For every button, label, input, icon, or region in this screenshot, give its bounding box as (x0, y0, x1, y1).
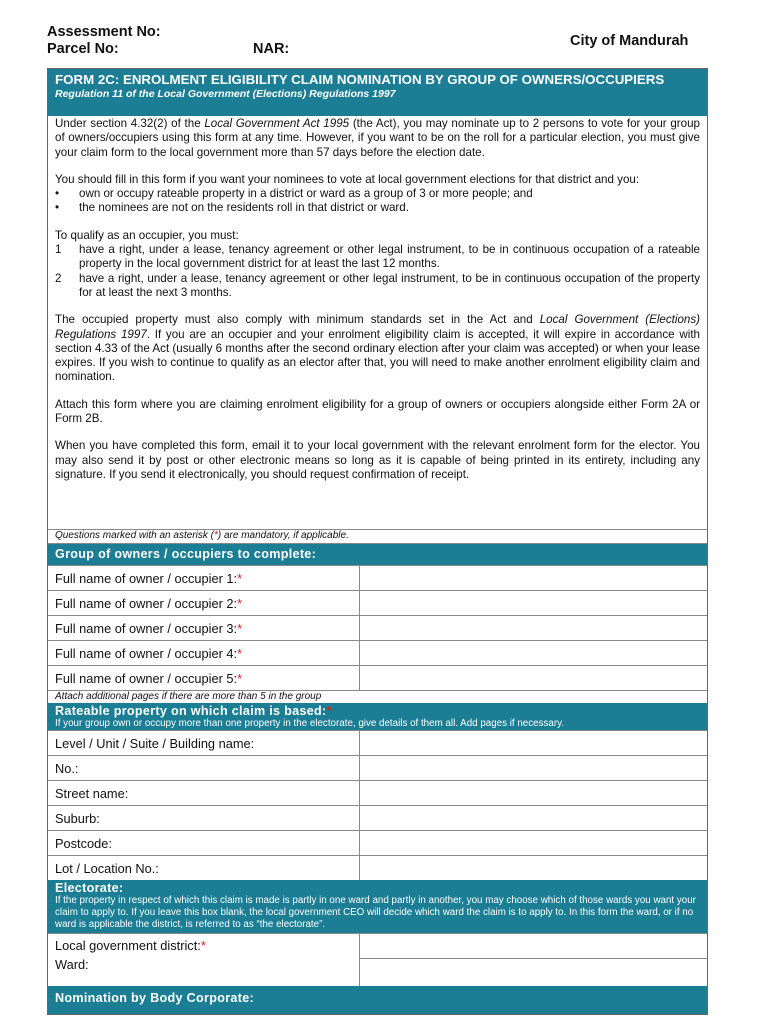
lot-no-field[interactable] (360, 856, 707, 880)
assessment-no-label: Assessment No: (47, 24, 161, 40)
intro-paragraph-5: Attach this form where you are claiming enrolment eligibility for a group of owners or occupiers alongside either Form 2A or Form 2B. (55, 397, 700, 426)
intro-paragraph-6: When you have completed this form, email it to your local government with the relevant enrolment form for the elector. You may also send it by post or other electronic means so long as it is capable of being printed in its entirety, including any signature. If you send it electronically, you should request confirmation of receipt. (55, 439, 700, 481)
group-member-row: Full name of owner / occupier 2: * (48, 590, 707, 615)
body-corporate-section-header: Nomination by Body Corporate: (48, 986, 707, 1014)
property-row: Lot / Location No.: (48, 855, 707, 880)
ward-label: Ward: (55, 957, 89, 972)
property-section-header: Rateable property on which claim is based:* If your group own or occupy more than one property in the electorate, give details of them all. Add pages if necessary. (48, 703, 707, 730)
district-label: Local government district: (55, 938, 201, 953)
nar-label: NAR: (253, 41, 290, 57)
intro-paragraph-4: The occupied property must also comply with minimum standards set in the Act and Local Government (Elections) Regulations 1997. If you are an occupier and your enrolment eligibility claim is accepted, it will expire in accordance with section 4.33 of the Act (usually 6 months after the second ordinary election after your claim was accepted) or when your lease expires. If you wish to continue to qualify as an elector after that, you will need to make another enrolment eligibility claim and nomination. (55, 313, 701, 384)
electorate-section-header: Electorate: If the property in respect of which this claim is made is partly in one ward and partly in another, you may choose which of those wards you want your claim to apply to. If you leave this box blank, the local government CEO will decide which ward the claim is to apply to. In this form the ward, or if no ward is applicable the district, is referred to as “the electorate”. (48, 880, 707, 933)
group-section-header: Group of owners / occupiers to complete: (48, 544, 707, 565)
property-row: Suburb: (48, 805, 707, 830)
form-title: FORM 2C: ENROLMENT ELIGIBILITY CLAIM NOMINATION BY GROUP OF OWNERS/OCCUPIERS (55, 72, 665, 87)
intro-text (48, 116, 707, 529)
intro-paragraph-1: Under section 4.32(2) of the Local Government Act 1995 (the Act), you may nominate up to 2 persons to vote for your group of owners/occupiers using this form at any time. However, if you want to be on the roll for a particular election, you must give your claim form to the local government more than 57 days before the election date. (55, 117, 701, 159)
building-name-field[interactable] (360, 731, 707, 755)
owner-2-name-field[interactable] (360, 591, 707, 615)
list-item: 1 have a right, under a lease, tenancy agreement or other legal instrument, to be in continuous occupation of a rateable property in the local government district for at least the last 12 months. (55, 243, 700, 271)
additional-pages-note: Attach additional pages if there are more than 5 in the group (48, 690, 707, 703)
group-member-row: Full name of owner / occupier 1: * (48, 565, 707, 590)
postcode-field[interactable] (360, 831, 707, 855)
list-item: 2 have a right, under a lease, tenancy agreement or other legal instrument, to be in continuous occupation of the property for at least the next 3 months. (55, 271, 700, 299)
mandatory-note: Questions marked with an asterisk (*) are mandatory, if applicable. (48, 529, 707, 544)
parcel-no-label: Parcel No: (47, 41, 119, 57)
group-member-row: Full name of owner / occupier 4: * (48, 640, 707, 665)
suburb-field[interactable] (360, 806, 707, 830)
street-name-field[interactable] (360, 781, 707, 805)
electorate-row: Local government district:* Ward: (48, 933, 707, 986)
owner-3-name-field[interactable] (360, 616, 707, 640)
form-title-bar (48, 69, 707, 116)
owner-5-name-field[interactable] (360, 666, 707, 690)
district-field[interactable] (360, 934, 707, 959)
street-no-field[interactable] (360, 756, 707, 780)
list-item: • the nominees are not on the residents roll in that district or ward. (55, 201, 409, 215)
form-regulation: Regulation 11 of the Local Government (Elections) Regulations 1997 (55, 88, 396, 100)
owner-4-name-field[interactable] (360, 641, 707, 665)
group-member-row: Full name of owner / occupier 3: * (48, 615, 707, 640)
owner-1-name-field[interactable] (360, 566, 707, 590)
property-row: No.: (48, 755, 707, 780)
list-item: • own or occupy rateable property in a district or ward as a group of 3 or more people; and (55, 187, 533, 201)
group-member-row: Full name of owner / occupier 5: * (48, 665, 707, 690)
property-row: Street name: (48, 780, 707, 805)
property-row: Level / Unit / Suite / Building name: (48, 730, 707, 755)
intro-paragraph-3: To qualify as an occupier, you must: 1 have a right, under a lease, tenancy agreement or other legal instrument, to be in continuous occupation of a rateable property in the local government district for at least the last 12 months. 2 have a right, under a lease, tenancy agreement or other legal instrument, to be in continuous occupation of the property for at least the next 3 months. (55, 228, 700, 299)
enrolment-form (47, 68, 708, 1015)
property-row: Postcode: (48, 830, 707, 855)
ward-field[interactable] (360, 959, 707, 986)
intro-paragraph-2: You should fill in this form if you want your nominees to vote at local government elections for that district and you: • own or occupy rateable property in a district or ward as a group of 3 or more people; and • the nominees are not on the residents roll in that district or ward. (55, 173, 700, 216)
council-name: City of Mandurah (570, 33, 689, 49)
